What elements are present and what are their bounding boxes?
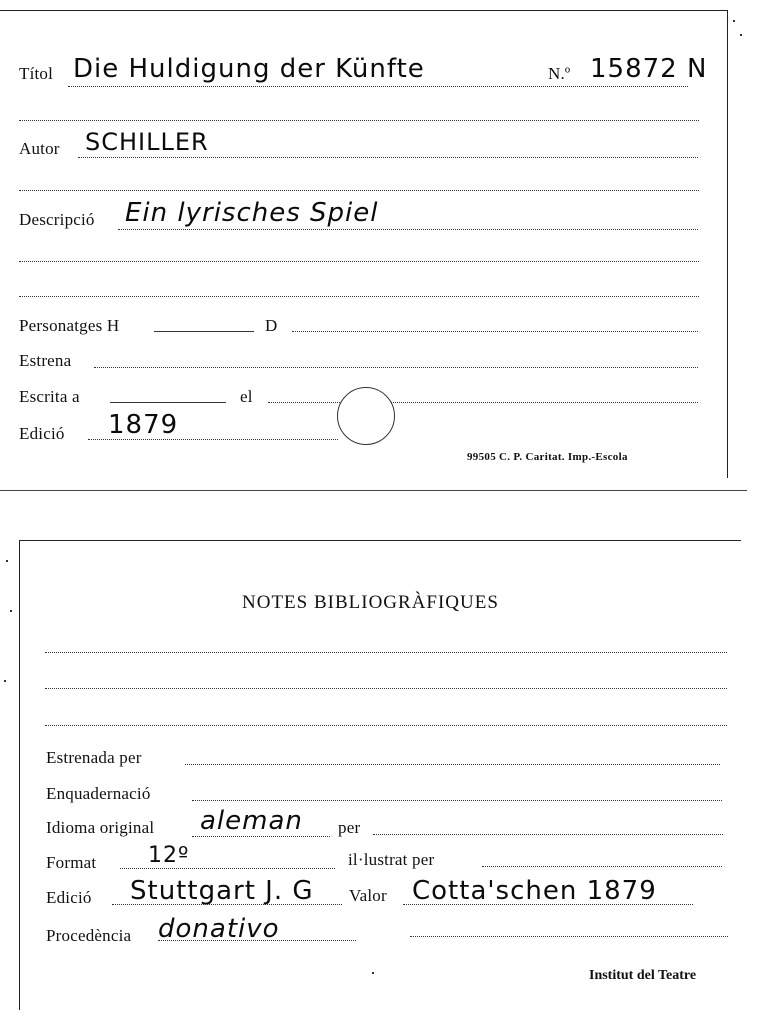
notes-line-2 [45,688,727,689]
characters-d-line [292,331,698,332]
written-date-line [268,402,698,403]
description-line-3 [19,296,699,297]
value-line [403,904,693,905]
written-el-label: el [240,387,253,406]
author-value: SCHILLER [85,128,209,156]
written-place-line [110,402,226,403]
notes-heading: NOTES BIBLIOGRÀFIQUES [242,592,499,613]
card-back-top-border [19,540,741,541]
illustrated-label: il·lustrat per [348,850,435,869]
format-line [120,868,335,869]
notes-line-3 [45,725,727,726]
edition-label: Edició [19,424,65,443]
premiere-label: Estrena [19,351,72,370]
provenance-value: donativo [158,914,280,944]
provenance-line-2 [410,936,728,937]
characters-label: Personatges H [19,316,120,335]
binding-line [192,800,722,801]
scan-speck [10,610,12,612]
edition-value: 1879 [108,410,179,440]
description-value: Ein lyrisches Spiel [125,198,379,228]
edition-label-2: Edició [46,888,92,907]
characters-d-label: D [265,316,278,335]
number-label: N.º [548,64,571,83]
printer-note: 99505 C. P. Caritat. Imp.-Escola [467,451,628,463]
characters-h-line [154,331,254,332]
description-line-2 [19,261,699,262]
value-value: Cotta'schen 1879 [412,876,657,906]
provenance-line [158,940,356,941]
original-language-label: Idioma original [46,818,155,837]
original-language-line [192,836,330,837]
written-label: Escrita a [19,387,80,406]
format-value: 12º [148,843,190,868]
number-value: 15872 N [590,54,708,84]
punch-hole [337,387,395,445]
per-label: per [338,818,361,837]
notes-line-1 [45,652,727,653]
scan-speck [6,560,8,562]
description-label: Descripció [19,210,95,229]
title-value: Die Huldigung der Künfte [73,54,425,84]
scan-speck [733,20,735,22]
author-label: Autor [19,139,60,158]
provenance-label: Procedència [46,926,132,945]
card-back-left-border [19,540,20,1010]
title-line [68,86,688,87]
edition-line [88,439,338,440]
original-language-value: aleman [200,806,303,836]
title-label: Títol [19,64,54,83]
binding-label: Enquadernació [46,784,151,803]
premiered-by-label: Estrenada per [46,748,142,767]
author-line-2 [19,190,699,191]
author-line [78,157,698,158]
format-label: Format [46,853,97,872]
institution-stamp: Institut del Teatre [589,968,697,983]
scan-speck [372,972,374,974]
per-line [373,834,723,835]
premiere-line [94,367,698,368]
premiered-by-line [185,764,720,765]
edition-line-2 [112,904,342,905]
card-separator [0,490,747,491]
description-line [118,229,698,230]
scan-speck [740,34,742,36]
edition-value-2: Stuttgart J. G [130,876,314,906]
title-line-2 [19,120,699,121]
value-label: Valor [349,886,387,905]
scan-speck [4,680,6,682]
illustrated-line [482,866,722,867]
